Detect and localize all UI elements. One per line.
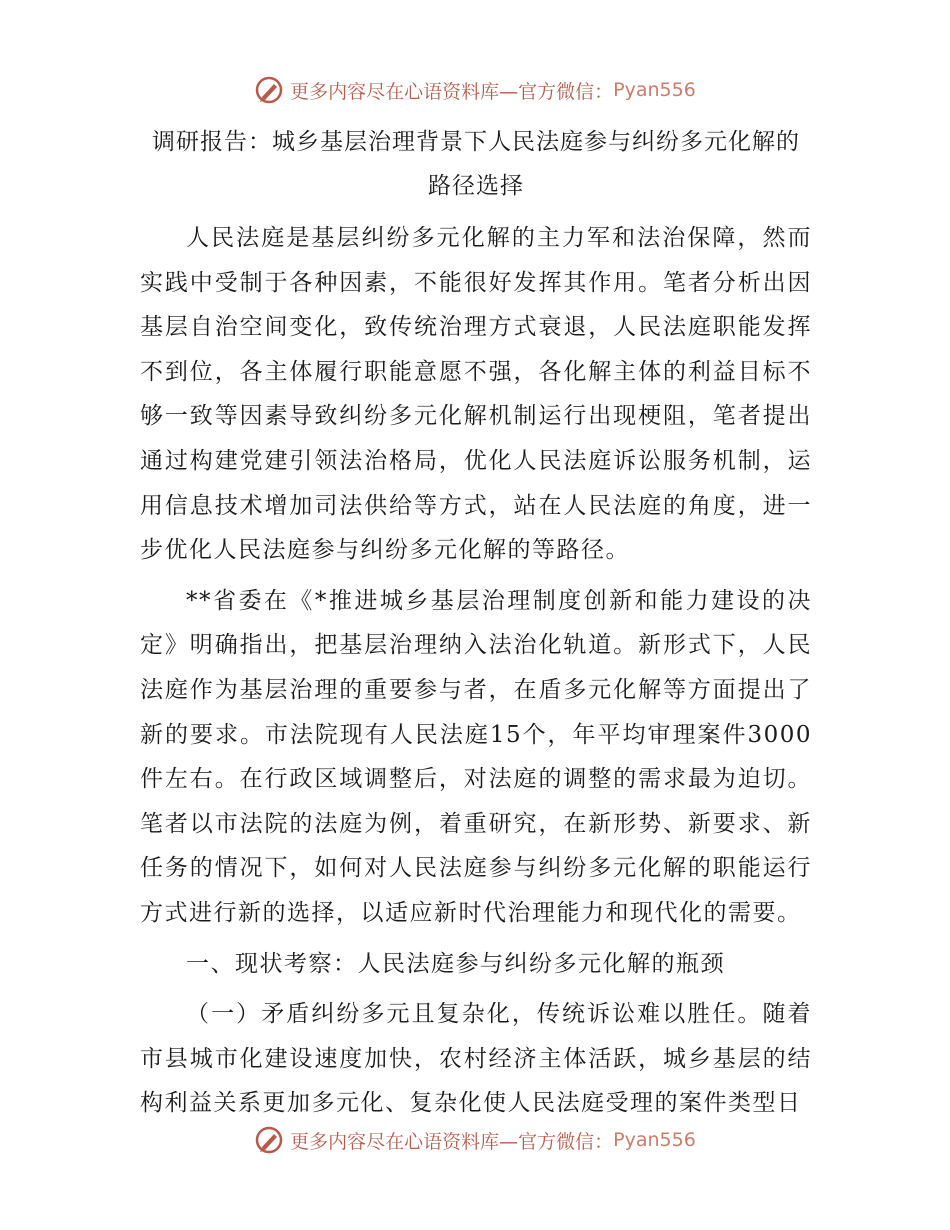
watermark-text: 更多内容尽在心语资料库—官方微信： bbox=[290, 1130, 614, 1153]
section-heading-1: 一、现状考察：人民法庭参与纠纷多元化解的瓶颈 bbox=[186, 950, 725, 977]
watermark-footer bbox=[0, 1120, 950, 1160]
watermark-wechat-id: Pyan556 bbox=[613, 1129, 696, 1151]
pen-logo-icon bbox=[254, 1125, 284, 1155]
document-body bbox=[140, 120, 812, 1126]
paragraph-section1-1: （一）矛盾纠纷多元且复杂化，传统诉讼难以胜任。随着市县城市化建设速度加快，农村经济主体活跃，城乡基层的结构利益关系更加多元化、复杂化使人民法庭受理的案件类型日 bbox=[140, 1001, 812, 1117]
paragraph-background: **省委在《*推进城乡基层治理制度创新和能力建设的决定》明确指出，把基层治理纳入法治化轨道。新形式下，人民法庭作为基层治理的重要参与者，在盾多元化解等方面提出了新的要求。市法院现有人民法庭15个，年平均审理案件3000件左右。在行政区域调整后，对法庭的调整的需求最为迫切。笔者以市法院的法庭为例，着重研究，在新形势、新要求、新任务的情况下，如何对人民法庭参与纠纷多元化解的职能运行方式进行新的选择，以适应新时代治理能力和现代化的需要。 bbox=[140, 587, 812, 926]
document-title-line1: 调研报告：城乡基层治理背景下人民法庭参与纠纷多元化解的 bbox=[152, 129, 800, 155]
watermark-header bbox=[0, 70, 950, 110]
watermark-wechat-id: Pyan556 bbox=[613, 79, 696, 101]
pen-logo-icon bbox=[254, 75, 284, 105]
paragraph-intro: 人民法庭是基层纠纷多元化解的主力军和法治保障，然而实践中受制于各种因素，不能很好发挥其作用。笔者分析出因基层自治空间变化，致传统治理方式衰退，人民法庭职能发挥不到位，各主体履行职能意愿不强，各化解主体的利益目标不够一致等因素导致纠纷多元化解机制运行出现梗阻，笔者提出通过构建党建引领法治格局，优化人民法庭诉讼服务机制，运用信息技术增加司法供给等方式，站在人民法庭的角度，进一步优化人民法庭参与纠纷多元化解的等路径。 bbox=[140, 225, 812, 564]
document-title-line2: 路径选择 bbox=[428, 173, 524, 199]
watermark-text: 更多内容尽在心语资料库—官方微信： bbox=[290, 80, 614, 103]
